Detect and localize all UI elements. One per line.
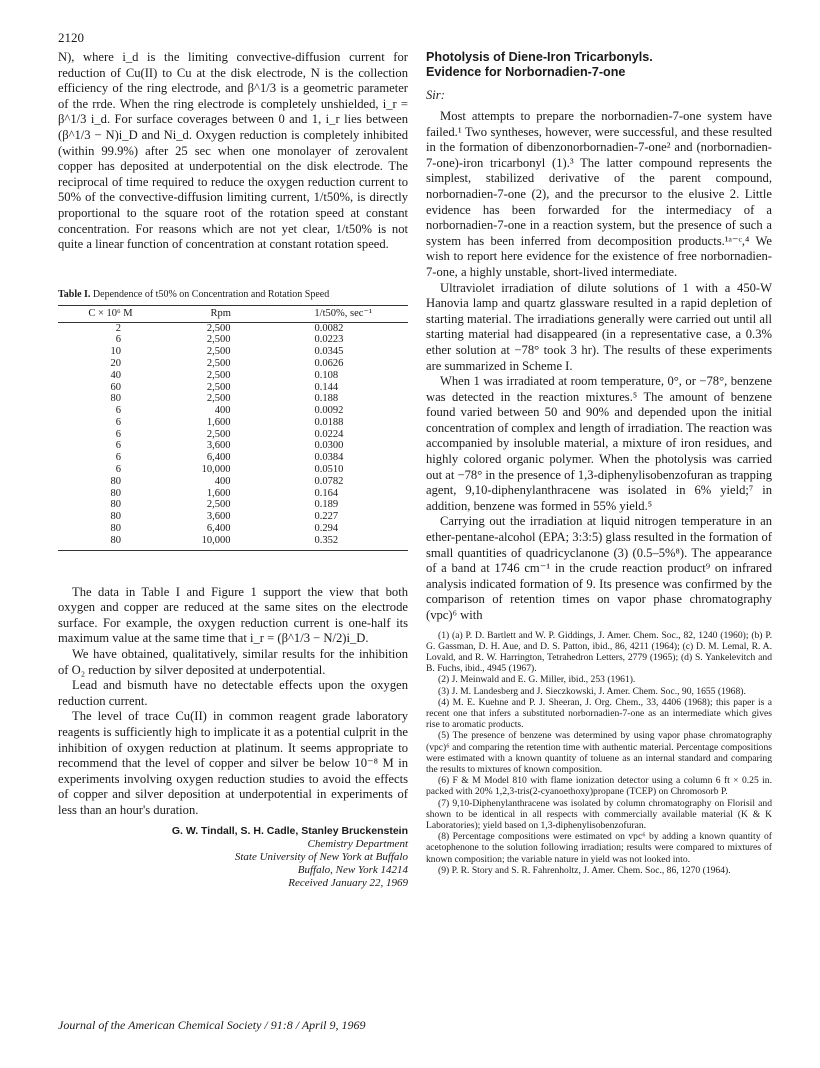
table-cell: 0.294	[314, 523, 339, 535]
column-header: 1/t50%, sec⁻¹	[279, 305, 409, 322]
reference: (4) M. E. Kuehne and P. J. Sheeran, J. Org. Chem., 33, 4406 (1968); this paper is a recent one that infers a substituted norbornadien-7-one as an intermediate which gives rise to aromatic products.	[426, 696, 772, 731]
table-row	[58, 417, 408, 429]
table-body	[58, 322, 408, 550]
author-university: State University of New York at Buffalo	[234, 850, 408, 863]
table-cell: 2,500	[206, 346, 231, 358]
table-cell: 0.0188	[314, 416, 344, 428]
table-cell: 2,500	[206, 357, 231, 369]
table-caption	[58, 289, 408, 301]
table-cell: 10,000	[201, 464, 231, 476]
table-cell: 80	[58, 535, 163, 550]
reference: (8) Percentage compositions were estimated on vpc⁶ by adding a known quantity of acetophenone to the solution following irradiation; results were compared to mixtures of known composition; the variable nature in yield was not looked into.	[426, 831, 772, 865]
table-cell: 0.0300	[314, 440, 344, 452]
table-cell: 2,500	[206, 381, 231, 393]
table-cell: 80	[110, 499, 121, 511]
article-title-line: Evidence for Norbornadien-7-one	[426, 65, 626, 79]
table-cell: 1,600	[206, 487, 231, 499]
table-cell: 0.108	[314, 369, 339, 381]
table-cell: 0.0510	[314, 464, 344, 476]
table-row	[58, 358, 408, 370]
table-cell: 2	[115, 322, 121, 334]
table-cell: 400	[214, 405, 231, 417]
column-header: Rpm	[163, 305, 279, 322]
page-number: 2120	[58, 30, 84, 45]
table-cell: 60	[110, 381, 121, 393]
table-cell: 6	[115, 440, 121, 452]
left-body	[58, 50, 408, 253]
table-row	[58, 334, 408, 346]
table-cell: 2,500	[206, 334, 231, 346]
paragraph: The level of trace Cu(II) in common reagent grade laboratory reagents is sufficiently high to implicate it as a potential culprit in the inhibition of oxygen reduction at platinum. It seems appropriate to recommend that the level of copper and silver be below 10⁻⁸ M in experiments involving oxygen reduction studies to avoid the effects of copper and silver deposition at underpotential in experiments of less than an hour's duration.	[58, 709, 408, 817]
table-row	[58, 499, 408, 511]
table-cell: 80	[110, 511, 121, 523]
table-cell: 0.352	[279, 535, 409, 550]
table-cell: 0.164	[314, 487, 339, 499]
right-column	[426, 50, 772, 876]
table-row	[58, 405, 408, 417]
table-row	[58, 488, 408, 500]
table-row	[58, 523, 408, 535]
table-cell: 0.0224	[314, 428, 344, 440]
table-cell: 2,500	[206, 369, 231, 381]
paragraph: Ultraviolet irradiation of dilute solutions of 1 with a 450-W Hanovia lamp and quartz glassware resulted in a rapid depletion of starting material. The irradiations generally were carried out until all starting material had disappeared (in a representative case, a 0.3% ether solution at −78° took 3 hr). The results of these experiments are summarized in Scheme I.	[426, 280, 772, 373]
table-cell: 80	[110, 393, 121, 405]
paragraph: N), where i_d is the limiting convective-diffusion current for reduction of Cu(II) to Cu at the disk electrode, N is the collection efficiency of the ring electrode, and β^1/3 is a geometric parameter of the rrde. When the ring electrode is completely unshielded, i_r = β^1/3 i_d. For surface coverages between 0 and 1, i_r lies between (β^1/3 − N)i_D and Ni_d. Oxygen reduction is completely inhibited (within 99.9%) after 25 sec when one monolayer of zerovalent copper has deposited at underpotential on the disk electrode. The reciprocal of time required to reduce the oxygen reduction current to 50% of the convective-diffusion limiting current, 1/t50%, is directly proportional to the square root of the rotation speed at constant concentration. For reasons which are not yet clear, 1/t50% is not quite a linear function of concentration at constant rotation speed.	[58, 50, 408, 252]
table-cell: 80	[110, 523, 121, 535]
table-cell: 6,400	[206, 523, 231, 535]
article-title	[426, 50, 772, 80]
table-cell: 3,600	[206, 511, 231, 523]
table-row	[58, 452, 408, 464]
table-row	[58, 322, 408, 334]
author-city: Buffalo, New York 14214	[297, 864, 408, 877]
table-cell: 80	[110, 475, 121, 487]
author-names: G. W. Tindall, S. H. Cadle, Stanley Bruckenstein	[171, 824, 408, 837]
author-block	[58, 825, 408, 891]
paragraph: The data in Table I and Figure 1 support the view that both oxygen and copper are reduced at the same sites on the electrode surface. For example, the oxygen reduction current is one-half its maximum value at the same time that i_r = (β^1/3 − N/2)i_D.	[58, 584, 408, 646]
paragraph: Most attempts to prepare the norbornadien-7-one system have failed.¹ Two syntheses, however, were successful, and these resulted in the formation of dibenzonorbornadien-7-one² and (norbornadien-7-one)-iron tricarbonyl (1).³ The latter compound represents the simplest, stabilized derivative of the parent compound, norbornadien-7-one (2), and the precursor to the elusive 2. Little evidence has been forwarded for the intermediacy of a norbornadien-7-one in a reaction system, but the presence of such a system has been inferred from decomposition products.¹ᵃ⁻ᶜ,⁴ We wish to report here evidence for the existence of free norbornadien-7-one, a highly unstable, short-lived intermediate.	[426, 109, 772, 279]
reference: (5) The presence of benzene was determined by using vapor phase chromatography (vpc)⁶ and comparing the retention time with authentic material. Percentage compositions were estimated with a known quantity of toluene as an internal standard and comparing the results to mixtures of known composition.	[426, 730, 772, 776]
table-cell: 6,400	[206, 452, 231, 464]
table-cell: 40	[110, 369, 121, 381]
paragraph: Carrying out the irradiation at liquid nitrogen temperature in an ether-pentane-alcohol (EPA; 3:3:5) glass resulted in the formation of small quantities of quadricyclanone (3) (0.5–5%⁸). The appearance of a band at 1746 cm⁻¹ in the crude reaction product⁹ on infrared analysis indicated formation of 9. Its presence was confirmed by the comparison of retention times on vapor phase chromatography (vpc)⁶ with	[426, 514, 772, 622]
table-cell: 3,600	[206, 440, 231, 452]
references	[426, 630, 772, 876]
table-cell: 6	[115, 452, 121, 464]
paragraph: We have obtained, qualitatively, similar results for the inhibition of O₂ reduction by silver deposited at underpotential.	[58, 647, 408, 677]
reference: (1) (a) P. D. Bartlett and W. P. Giddings, J. Amer. Chem. Soc., 82, 1240 (1960); (b) P. G. Gassman, D. H. Aue, and D. S. Patton, ibid., 86, 4211 (1964); (c) D. M. Lemal, R. A. Lovald, and R. W. Harrington, Tetrahedron Letters, 2779 (1965); (d) S. Yankelevitch and B. Fuchs, ibid., 4945 (1967).	[426, 629, 772, 675]
table-cell: 0.0782	[314, 475, 344, 487]
table-cell: 0.0345	[314, 346, 344, 358]
table-row	[58, 393, 408, 405]
left-body-continued	[58, 585, 408, 819]
reference: (3) J. M. Landesberg and J. Sieczkowski, J. Amer. Chem. Soc., 90, 1655 (1968).	[438, 685, 746, 697]
received-date: Received January 22, 1969	[288, 877, 408, 890]
table-cell: 0.0384	[314, 452, 344, 464]
table-cell: 20	[110, 357, 121, 369]
right-body	[426, 109, 772, 624]
reference: (7) 9,10-Diphenylanthracene was isolated by column chromatography on Florisil and shown to be identical in all respects with commercially available material (K & K Laboratories); yield based on 1,3-diphenylisobenzofuran.	[426, 797, 772, 832]
table-row	[58, 370, 408, 382]
table-cell: 0.0626	[314, 357, 344, 369]
table-cell: 2,500	[206, 428, 231, 440]
table-cell: 10	[110, 346, 121, 358]
table-cell: 1,600	[206, 416, 231, 428]
table-cell: 6	[115, 464, 121, 476]
column-header: C × 10⁶ M	[58, 305, 163, 322]
table-cell: 80	[110, 487, 121, 499]
table-row	[58, 440, 408, 452]
table-cell: 6	[115, 428, 121, 440]
table-cell: 6	[115, 416, 121, 428]
table-row	[58, 346, 408, 358]
left-column	[58, 50, 408, 891]
salutation: Sir:	[426, 88, 445, 102]
table-cell: 400	[214, 475, 231, 487]
table-cell: 0.0223	[314, 334, 344, 346]
table-row	[58, 382, 408, 394]
table-cell: 0.188	[314, 393, 339, 405]
table-cell: 0.189	[314, 499, 339, 511]
table-cell: 2,500	[206, 393, 231, 405]
reference: (2) J. Meinwald and E. G. Miller, ibid., 253 (1961).	[438, 674, 636, 686]
table-1	[58, 289, 408, 551]
table-row	[58, 429, 408, 441]
journal-footer: Journal of the American Chemical Society / 91:8 / April 9, 1969	[58, 1018, 366, 1032]
table-cell: 6	[115, 334, 121, 346]
table-cell: 2,500	[206, 322, 231, 334]
table-cell: 6	[115, 405, 121, 417]
paragraph: Lead and bismuth have no detectable effects upon the oxygen reduction current.	[58, 678, 408, 708]
table-header-row	[58, 305, 408, 322]
table-cell: 10,000	[163, 535, 279, 550]
table-caption-text: Dependence of t50% on Concentration and Rotation Speed	[92, 288, 330, 300]
table-row	[58, 511, 408, 523]
data-table	[58, 305, 408, 551]
table-row	[58, 535, 408, 550]
table-cell: 2,500	[206, 499, 231, 511]
table-cell: 0.0082	[314, 322, 344, 334]
table-cell: 0.0092	[314, 405, 344, 417]
table-label: Table I.	[58, 288, 91, 300]
author-department: Chemistry Department	[307, 837, 408, 850]
table-cell: 0.227	[314, 511, 339, 523]
reference: (6) F & M Model 810 with flame ionization detector using a column 6 ft × 0.25 in. packed with 20% 1,2,3-tris(2-cyanoethoxy)propane (TCEP) on Chromosorb P.	[426, 775, 772, 798]
paragraph: When 1 was irradiated at room temperature, 0°, or −78°, benzene was detected in the reaction mixtures.⁵ The amount of benzene found varied between 50 and 90% and depended upon the initial concentration of complex and length of irradiation. The reaction was accompanied by insoluble material, a mixture of iron residues, and highly colored organic polymer. When the photolysis was carried out at −78° in the presence of 1,3-diphenylisobenzofuran as trapping agent, 9,10-diphenylanthracene was isolated in 6% yield;⁷ in addition, benzene was formed in 55% yield.⁵	[426, 374, 772, 513]
table-cell: 0.144	[314, 381, 339, 393]
table-row	[58, 476, 408, 488]
table-row	[58, 464, 408, 476]
article-title-line: Photolysis of Diene-Iron Tricarbonyls.	[426, 50, 653, 64]
reference: (9) P. R. Story and S. R. Fahrenholtz, J. Amer. Chem. Soc., 86, 1270 (1964).	[438, 864, 731, 876]
